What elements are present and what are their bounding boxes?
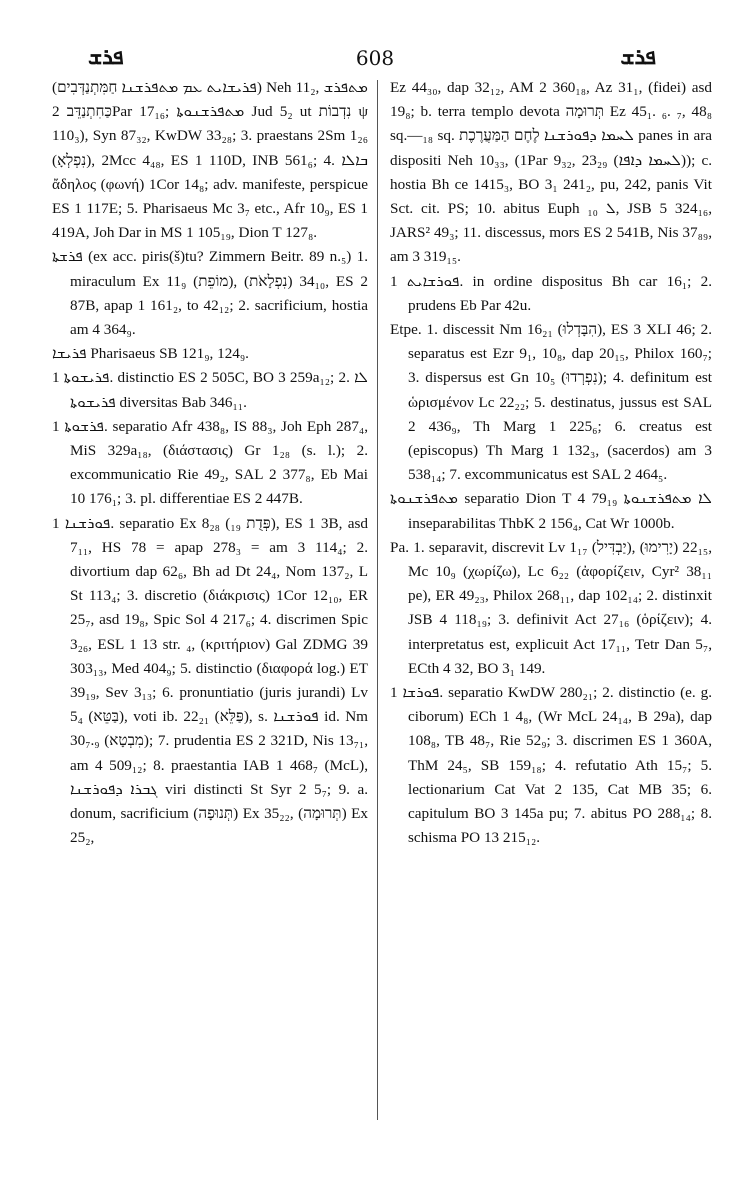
dictionary-entry: ܦܪܫܘܬܐ 1. separatio Afr 438₈, IS 88₃, Joh Eph 287₄, MiS 329a₁₈, (διάστασις) Gr 1₂₈ (s. l.); 2. excommunicatio Rie 49₂, SAL 2 377₈, Eb Mai 10 176₁; 3. pl. differentiae ES 2 447B. [52, 417, 369, 508]
left-column [52, 76, 368, 851]
dictionary-entry: ܡܬܦܪܫܢܘܬܐ separatio Dion T 4 79₁₉ ܠܐ ܡܬܦܪܫܢܘܬܐ inseparabilitas ThbK 2 156₄, Cat Wr 1000b. [390, 490, 712, 532]
header-right-word: ܦܪܫ [620, 44, 656, 70]
dictionary-entry: Etpe. 1. discessit Nm 16₂₁ (הִבָּדְלוּ), ES 3 XLI 46; 2. separatus est Ezr 9₁, 10₈, dap 20₁₅, Philox 160₇; 3. dispersus est Gn 10₅ (נִפְרְדוּ); 4. definitum est ὡρισμένον Lc 22₂₂; 5. destinatus, jussus est SAL 2 436₉, Th Marg 1 225₆; 6. creatus est (episcopus) Th Marg 1 132₃, (sacerdos) am 3 538₁₄; 7. excommunicatus est SAL 2 464₅. [390, 321, 712, 484]
dictionary-entry: Ez 44₃₀, dap 32₁₂, AM 2 360₁₈, Az 31₁, (fidei) asd 19₈; b. terra templo devota תְּרוּמָה Ez 45₁. ₆. ₇, 48₈ sq.—₁₈ sq. ܠܚܡܐ ܕܦܘܪܫܢܐ לֶחֶם הַמַּעֲרֶכֶת panes in ara dispositi Neh 10₃₃, (1Par 9₃₂, 23₂₉ (ܠܚܡܐ ܕܐܦܐ)); c. hostia Bh ce 1415₃, BO 3₁ 241₂, pu, 242, panis Vit Sct. cit. PS; 10. abitus Euph ܠ ₁₀, JSB 5 324₁₆, JARS² 49₃; 11. discessus, mors ES 2 541B, Nis 37₈₉, am 3 319₁₅. [390, 79, 713, 266]
column-divider [377, 80, 378, 1120]
dictionary-entry: ܦܘܪܫܐܝܬ 1. in ordine dispositus Bh car 16₁; 2. prudens Eb Par 42u. [390, 272, 712, 314]
dictionary-entry: ܦܪܝܫܐ Pharisaeus SB 121₉, 124₉. [52, 345, 249, 363]
page-header [0, 44, 750, 74]
right-column [390, 76, 712, 851]
dictionary-entry: Pa. 1. separavit, discrevit Lv 1₁₇ (יַבְדִּיל), 22₁₅ (יָרִימוּ), Mc 10₉ (χωρίζω), Lc 6₂₂ (ἀφορίζειν, Cyr² 38₁₁ pe), ER 49₂₃, Philox 268₁₁, dap 102₁₄; 2. distinxit JSB 4 118₁₉; 3. definivit Act 27₁₆ (ὁρίζειν); 4. interpretatus est, explicuit Act 17₁₁, Tetr Dan 5₇, ECth 4 32, BO 3₁ 149. [390, 538, 712, 677]
dictionary-entry: ܦܘܪܫܐ 1. separatio KwDW 280₂₁; 2. distinctio (e. g. ciborum) ECh 1 4₈, (Wr McL 24₁₄, B 29a), dap 108₈, TB 48₇, Rie 52₉; 3. discrimen ES 1 360A, ThM 24₅, SB 159₁₈; 4. refutatio Ath 15₇; 5. lectionarium Cat Vat 2 135, Cat MB 35; 6. capitulum BO 3 145a pu; 7. abitus PO 288₁₄; 8. schisma PO 13 215₁₂. [390, 684, 712, 847]
dictionary-entry: (ܦܪܝܫܐܝܬ ܥܡ ܡܬܦܪܫܢܐ חַמִּתְנַדְּבִים) Neh 11₂, ܡܬܦܪܫ כַּחִתְנַדֵּב 2Par 17₁₆; ܡܬܦܪܫܢܘܬܐ Jud 5₂ ut נִדְבוֹת ψ 110₃), Syn 87₃₂, KwDW 33₂₈; 3. praestans 2Sm 1₂₆ (נִפְלְאָ), 2Mcc 4₄₈, ES 1 110D, INB 561₆; 4. ܒܐܠܐ ἄδηλος (φωνή) 1Cor 14₈; adv. manifeste, perspicue ES 1 117E; 5. Pharisaeus Mc 3₇ etc., Afr 10₉, ES 1 419A, Joh Dar in MS 1 105₁₉, Dion T 127₈. [52, 79, 369, 242]
page-number: 608 [355, 46, 395, 70]
header-left-word: ܦܪܫ [88, 44, 124, 70]
dictionary-entry: ܦܪܝܫܘܬܐ 1. distinctio ES 2 505C, BO 3 259a₁₂; 2. ܠܐ ܦܪܝܫܘܬܐ diversitas Bab 346₁₁. [52, 369, 368, 411]
dictionary-entry: ܦܪܫܬܐ (ex acc. piris(š)tu? Zimmern Beitr. 89 n.₅) 1. miraculum Ex 11₉ (מוֹפֵת), 34₁₀ (נִפְלָאֹת), ES 2 87B, apap 1 161₂, to 42₁₂; 2. sacrificium, hostia am 4 364₉. [52, 248, 369, 339]
dictionary-entry: ܦܘܪܫܢܐ 1. separatio Ex 8₂₈ (₁₉ פְּדֻת), ES 1 3B, asd 7₁₁, HS 78 = apap 278₃ = am 3 114₄; 2. divortium dap 62₆, Bh ad Dt 24₄, Nom 137₂, L St 113₄; 3. discretio (διάκρισις) 1Cor 12₁₀, ER 25₇, asd 19₈, Spic Sol 4 217₆; 4. discrimen Spic 3₂₆, ESL 1 13 str. ₄, (κριτήριον) Gal ZDMG 39 303₁₃, Med 404₉; 5. distinctio (διαφορά log.) ET 39₁₉, Sev 3₁₃; 6. pronuntiatio (juris jurandi) Lv 5₄ (בַּטֵּא), voti ib. 22₂₁ (פַּלֵּא), s. ܦܘܪܫܢܐ id. Nm 30₇.₉ (מִבְטָא); 7. prudentia ES 2 321D, Nis 13₇₁, am 4 509₁₂; 8. praestantia IAB 1 468₇ (McL), ܓܒܪܐ ܕܦܘܪܫܢܐ viri distincti St Syr 2 5₇; 9. a. donum, sacrificium (תְּנוּפָה) Ex 35₂₂, (תְּרוּמָה) Ex 25₂, [52, 514, 369, 847]
